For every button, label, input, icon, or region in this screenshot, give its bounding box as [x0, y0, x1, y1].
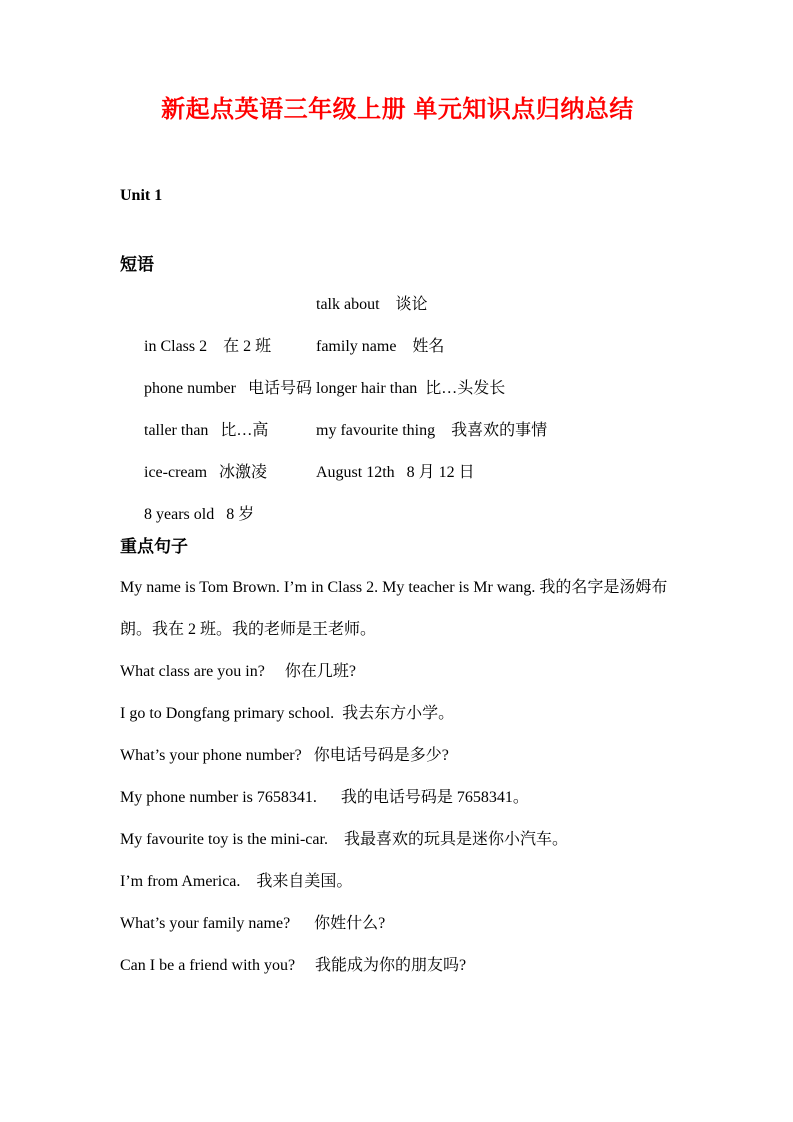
unit-heading: Unit 1 [120, 187, 163, 204]
phrase-col1: in Class 2 在 2 班 [144, 338, 272, 355]
phrase-col1: ice-cream 冰激凌 [144, 464, 268, 481]
phrase-col2: family name 姓名 [316, 338, 445, 355]
sentence: I go to Dongfang primary school. 我去东方小学。 [120, 705, 455, 722]
sentence: My phone number is 7658341. 我的电话号码是 7658341。 [120, 789, 529, 806]
sentences-section-heading: 重点句子 [120, 537, 188, 556]
page-title: 新起点英语三年级上册 单元知识点归纳总结 [161, 96, 634, 123]
sentence: My name is Tom Brown. I’m in Class 2. My teacher is Mr wang. 我的名字是汤姆布朗。我在 2 班。我的老师是王老师。 [120, 579, 668, 638]
sentences-list [120, 567, 675, 987]
sentence: Can I be a friend with you? 我能成为你的朋友吗? [120, 957, 467, 974]
sentence: My favourite toy is the mini-car. 我最喜欢的玩具是迷你小汽车。 [120, 831, 568, 848]
phrase-col1: taller than 比…高 [144, 422, 269, 439]
phrase-row [120, 452, 675, 523]
phrase-col2: my favourite thing 我喜欢的事情 [316, 422, 548, 439]
phrase-col2: longer hair than 比…头发长 [316, 380, 506, 397]
phrase-col2: talk about 谈论 [316, 296, 428, 313]
phrase-col2: August 12th 8 月 12 日 [316, 464, 475, 481]
sentence: What’s your family name? 你姓什么? [120, 915, 386, 932]
sentence: I’m from America. 我来自美国。 [120, 873, 353, 890]
phrases-list [120, 284, 675, 523]
phrases-section-heading: 短语 [120, 255, 154, 274]
phrase-col1: 8 years old 8 岁 [144, 506, 255, 523]
sentence: What’s your phone number? 你电话号码是多少? [120, 747, 449, 764]
sentence: What class are you in? 你在几班? [120, 663, 356, 680]
phrase-col1: phone number 电话号码 [144, 380, 312, 397]
